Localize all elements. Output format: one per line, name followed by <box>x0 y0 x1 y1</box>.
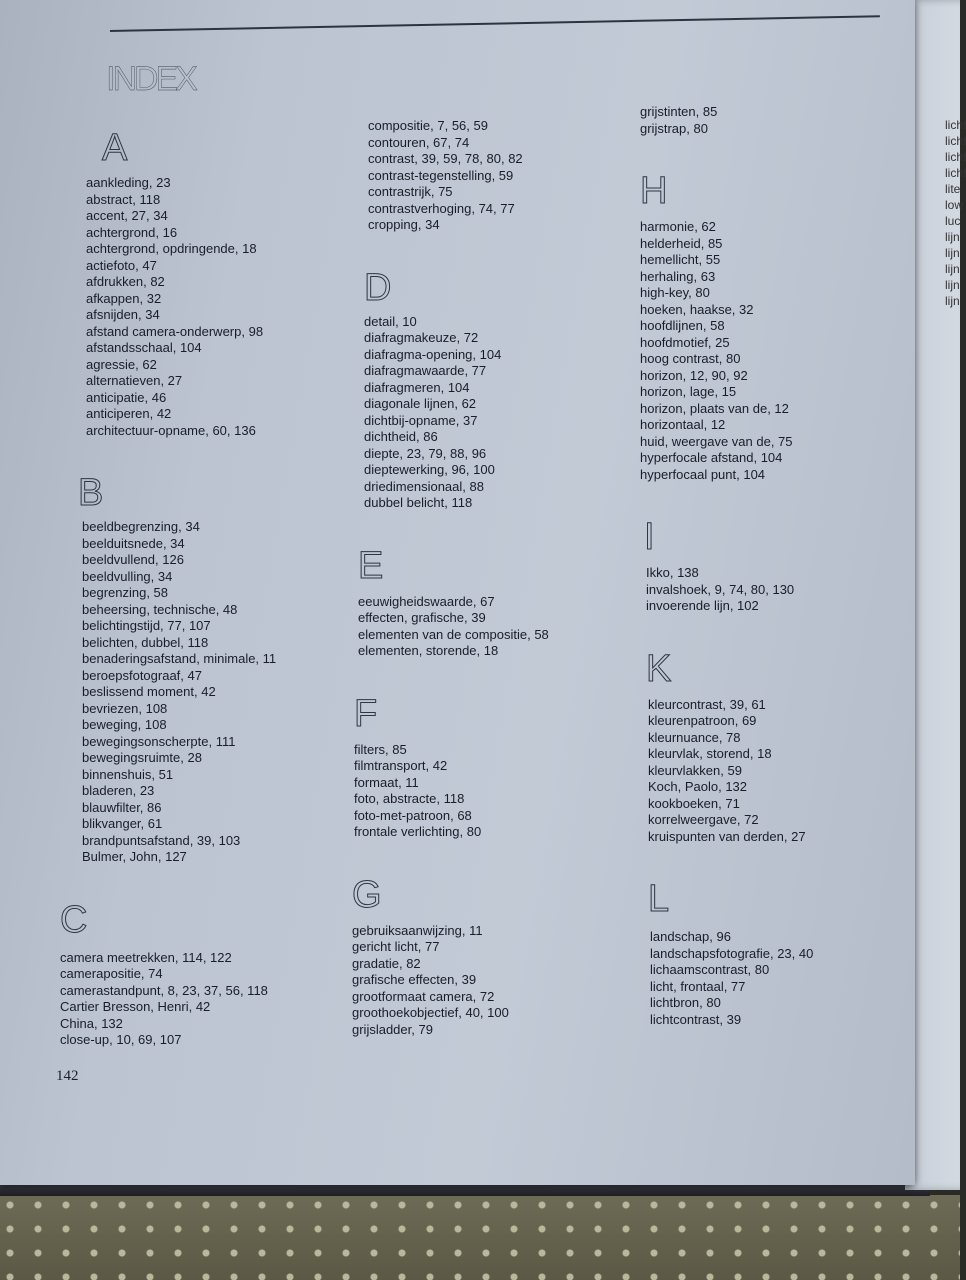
index-entry: diepte, 23, 79, 88, 96 <box>364 445 487 461</box>
index-entry: huid, weergave van de, 75 <box>640 433 793 449</box>
index-entry: foto-met-patroon, 68 <box>354 807 472 823</box>
index-entry: lichtbron, 80 <box>650 995 721 1010</box>
index-entry: grijsladder, 79 <box>352 1021 433 1037</box>
index-entry: belichtingstijd, 77, 107 <box>82 618 211 633</box>
index-section-e <box>358 544 549 660</box>
section-letter: E <box>358 544 384 587</box>
index-entry: beeldbegrenzing, 34 <box>82 519 200 534</box>
index-entry: contrast-tegenstelling, 59 <box>368 167 514 183</box>
index-entry: afsnijden, 34 <box>86 307 160 322</box>
index-entry: achtergrond, opdringende, 18 <box>86 241 257 256</box>
next-page-fragment: lijn <box>945 246 960 260</box>
index-entry: agressie, 62 <box>86 356 157 372</box>
index-entry: contrastverhoging, 74, 77 <box>368 200 515 216</box>
section-letter: B <box>78 472 104 514</box>
index-entry: grootformaat camera, 72 <box>352 988 495 1004</box>
index-entry: diafragma-opening, 104 <box>364 346 502 362</box>
index-entry: elementen van de compositie, 58 <box>358 626 549 642</box>
index-entry: begrenzing, 58 <box>82 585 169 600</box>
index-entry: gericht licht, 77 <box>352 939 440 954</box>
index-entry: bladeren, 23 <box>82 783 155 798</box>
index-entry: brandpuntsafstand, 39, 103 <box>82 832 241 848</box>
index-section-g-continued <box>640 104 813 137</box>
index-section-g <box>352 873 549 1039</box>
index-entry: herhaling, 63 <box>640 268 716 284</box>
index-entry: compositie, 7, 56, 59 <box>368 118 488 133</box>
index-entry: horizon, plaats van de, 12 <box>640 400 789 416</box>
index-entry: beeldvullend, 126 <box>82 552 184 567</box>
index-entry: hoeken, haakse, 32 <box>640 301 754 317</box>
index-entry: grijstinten, 85 <box>640 104 718 119</box>
index-entry: Bulmer, John, 127 <box>82 849 187 864</box>
index-section-d <box>364 266 549 512</box>
index-entry: gradatie, 82 <box>352 955 421 971</box>
index-entry: diafragmeren, 104 <box>364 379 470 395</box>
next-page-fragment: licht <box>945 150 966 164</box>
index-entry: hyperfocale afstand, 104 <box>640 450 783 465</box>
section-letter: G <box>352 873 382 916</box>
index-entry: kleurvlakken, 59 <box>648 762 742 778</box>
index-entry: beweging, 108 <box>82 717 167 732</box>
index-entry: invalshoek, 9, 74, 80, 130 <box>646 581 795 597</box>
index-entry: aankleding, 23 <box>86 175 171 190</box>
index-entry: benaderingsafstand, minimale, 11 <box>82 651 277 666</box>
index-entry: invoerende lijn, 102 <box>646 598 759 613</box>
index-entry: horizon, lage, 15 <box>640 384 737 399</box>
index-entry: kleurvlak, storend, 18 <box>648 746 772 761</box>
index-entry: grafische effecten, 39 <box>352 972 477 987</box>
index-entry: horizon, 12, 90, 92 <box>640 367 748 383</box>
index-entry: Ikko, 138 <box>646 565 699 580</box>
index-entry: contouren, 67, 74 <box>368 134 470 150</box>
index-entry: architectuur-opname, 60, 136 <box>86 422 256 438</box>
index-section-l <box>640 879 813 1028</box>
index-entry: helderheid, 85 <box>640 235 723 251</box>
next-page-fragment: licht <box>945 118 966 132</box>
index-entry: dieptewerking, 96, 100 <box>364 462 495 477</box>
section-letter: A <box>102 127 128 169</box>
index-entry: detail, 10 <box>364 313 417 329</box>
index-entry: contrastrijk, 75 <box>368 184 453 199</box>
index-entry: dichtheid, 86 <box>364 429 438 444</box>
index-entry: afdrukken, 82 <box>86 274 165 289</box>
index-title: INDEX <box>106 60 195 98</box>
index-entry: landschapsfotografie, 23, 40 <box>650 945 814 961</box>
index-entry: kleurenpatroon, 69 <box>648 713 757 728</box>
index-entry: binnenshuis, 51 <box>82 766 174 782</box>
index-column-1 <box>60 127 277 1049</box>
index-entry: kookboeken, 71 <box>648 795 740 811</box>
index-entry: formaat, 11 <box>354 774 419 790</box>
index-entry: kleurcontrast, 39, 61 <box>648 696 766 712</box>
index-column-2 <box>352 118 549 1038</box>
index-entry: beeldvulling, 34 <box>82 568 173 584</box>
index-entry: Cartier Bresson, Henri, 42 <box>60 999 211 1014</box>
next-page-fragment: low <box>945 198 964 212</box>
index-section-h <box>640 171 813 483</box>
index-entry: camera meetrekken, 114, 122 <box>60 949 232 965</box>
index-entry: grijstrap, 80 <box>640 120 708 136</box>
index-entry: groothoekobjectief, 40, 100 <box>352 1005 509 1020</box>
index-entry: driedimensionaal, 88 <box>364 478 484 494</box>
floor-background <box>0 1195 960 1280</box>
index-entry: achtergrond, 16 <box>86 224 178 240</box>
next-page-fragment: lijn <box>945 262 960 276</box>
index-entry: hoofdmotief, 25 <box>640 334 730 350</box>
section-letter: K <box>646 647 672 690</box>
index-entry: afkappen, 32 <box>86 290 162 306</box>
index-entry: anticipatie, 46 <box>86 389 167 405</box>
index-entry: kruispunten van derden, 27 <box>648 828 806 844</box>
index-entry: foto, abstracte, 118 <box>354 791 465 806</box>
section-letter: I <box>644 516 655 558</box>
index-section-b <box>78 472 277 866</box>
index-entry: Koch, Paolo, 132 <box>648 779 748 794</box>
next-page-fragment: lite <box>945 182 961 196</box>
index-section-c-continued <box>368 118 549 234</box>
index-entry: abstract, 118 <box>86 191 161 207</box>
index-entry: bewegingsruimte, 28 <box>82 750 202 765</box>
index-entry: dubbel belicht, 118 <box>364 495 473 510</box>
index-entry: diafragmakeuze, 72 <box>364 330 479 345</box>
index-entry: beheersing, technische, 48 <box>82 601 238 617</box>
index-entry: China, 132 <box>60 1015 123 1031</box>
section-letter: F <box>354 692 378 735</box>
index-entry: lichtcontrast, 39 <box>650 1011 742 1027</box>
index-entry: close-up, 10, 69, 107 <box>60 1032 182 1047</box>
index-entry: landschap, 96 <box>650 929 731 944</box>
index-entry: korrelweergave, 72 <box>648 812 759 827</box>
index-entry: hoog contrast, 80 <box>640 351 741 366</box>
index-entry: filters, 85 <box>354 741 407 757</box>
header-rule <box>110 15 880 32</box>
index-entry: beelduitsnede, 34 <box>82 535 185 551</box>
index-entry: eeuwigheidswaarde, 67 <box>358 593 495 609</box>
index-entry: camerapositie, 74 <box>60 966 163 981</box>
index-entry: hemellicht, 55 <box>640 252 721 267</box>
index-section-k <box>640 649 813 846</box>
index-entry: contrast, 39, 59, 78, 80, 82 <box>368 151 523 166</box>
index-section-c <box>60 898 276 1049</box>
index-entry: frontale verlichting, 80 <box>354 824 482 839</box>
next-page-fragment: luc <box>945 214 961 228</box>
index-entry: hyperfocaal punt, 104 <box>640 466 766 482</box>
section-letter: C <box>60 898 88 941</box>
index-entry: hoofdlijnen, 58 <box>640 318 725 333</box>
next-page-fragment: lijn <box>945 278 960 292</box>
index-entry: beroepsfotograaf, 47 <box>82 667 202 683</box>
index-entry: harmonie, 62 <box>640 219 716 234</box>
next-page-fragment: lijn <box>945 230 960 244</box>
section-letter: L <box>648 878 670 920</box>
index-section-i <box>640 517 813 615</box>
page-number: 142 <box>56 1068 79 1084</box>
next-page-fragment: licht <box>945 166 966 180</box>
index-entry: belichten, dubbel, 118 <box>82 634 209 650</box>
index-entry: gebruiksaanwijzing, 11 <box>352 922 483 938</box>
index-entry: alternatieven, 27 <box>86 373 183 388</box>
index-entry: horizontaal, 12 <box>640 417 726 432</box>
index-column-3 <box>640 104 813 1028</box>
index-entry: beslissend moment, 42 <box>82 684 216 699</box>
index-entry: accent, 27, 34 <box>86 208 168 223</box>
index-entry: kleurnuance, 78 <box>648 729 741 745</box>
index-entry: effecten, grafische, 39 <box>358 610 486 625</box>
index-entry: actiefoto, 47 <box>86 257 157 273</box>
index-entry: blauwfilter, 86 <box>82 799 162 815</box>
section-letter: D <box>364 266 392 309</box>
index-entry: anticiperen, 42 <box>86 406 172 421</box>
index-entry: filmtransport, 42 <box>354 758 448 773</box>
index-entry: licht, frontaal, 77 <box>650 978 746 994</box>
index-entry: diafragmawaarde, 77 <box>364 363 487 378</box>
index-entry: bevriezen, 108 <box>82 700 168 716</box>
index-entry: diagonale lijnen, 62 <box>364 396 477 411</box>
index-entry: blikvanger, 61 <box>82 816 163 831</box>
index-entry: bewegingsonscherpte, 111 <box>82 733 236 749</box>
next-page-fragment: licht <box>945 134 966 148</box>
section-letter: H <box>640 170 668 212</box>
index-entry: lichaamscontrast, 80 <box>650 962 770 977</box>
next-page-fragment: lijn <box>945 294 960 308</box>
index-entry: camerastandpunt, 8, 23, 37, 56, 118 <box>60 982 268 998</box>
index-entry: afstand camera-onderwerp, 98 <box>86 323 264 339</box>
index-entry: dichtbij-opname, 37 <box>364 412 478 428</box>
index-entry: elementen, storende, 18 <box>358 643 499 658</box>
index-section-f <box>354 692 549 841</box>
index-entry: high-key, 80 <box>640 285 710 300</box>
index-entry: cropping, 34 <box>368 217 440 232</box>
index-entry: afstandsschaal, 104 <box>86 340 202 355</box>
index-section-a <box>86 128 276 439</box>
